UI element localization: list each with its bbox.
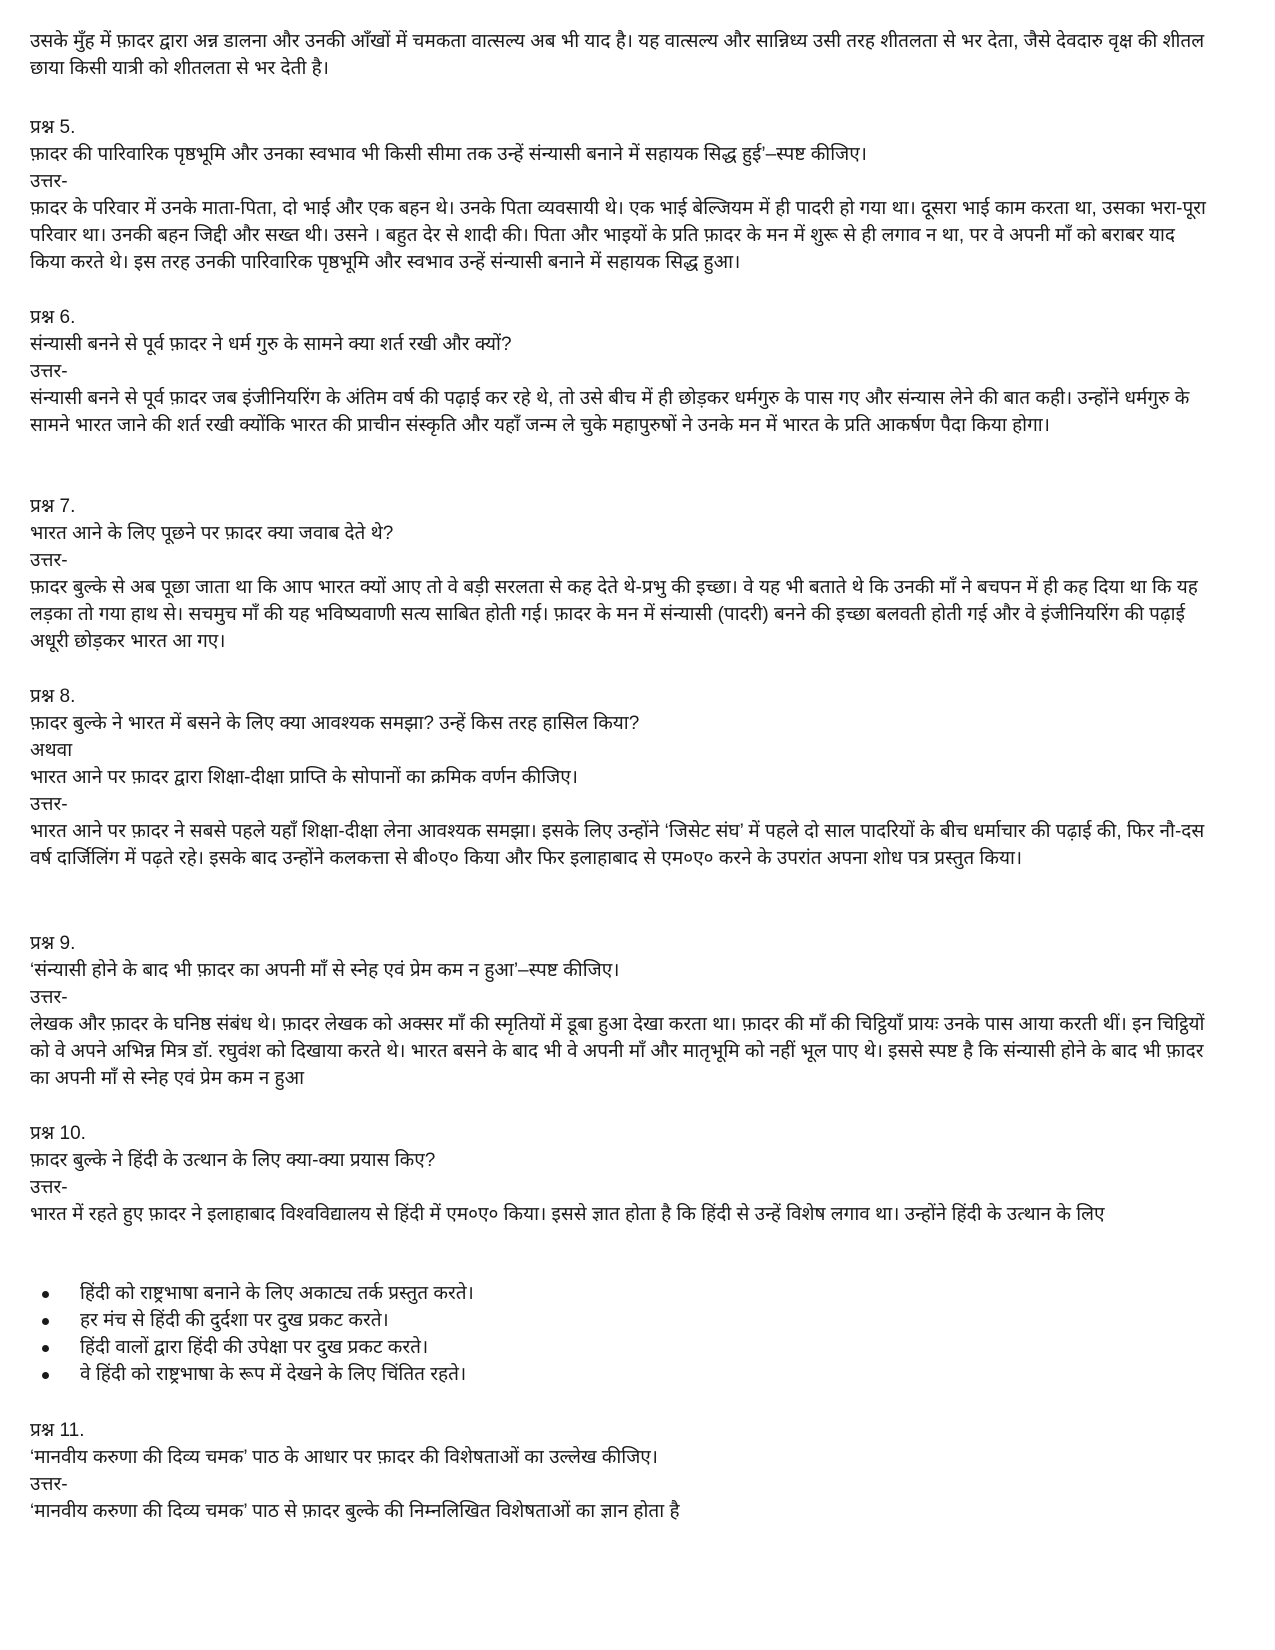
list-item: हर मंच से हिंदी की दुर्दशा पर दुख प्रकट करते। (30, 1307, 1215, 1334)
list-item: हिंदी को राष्ट्रभाषा बनाने के लिए अकाट्य तर्क प्रस्तुत करते। (30, 1280, 1215, 1307)
question-text: फ़ादर की पारिवारिक पृष्ठभूमि और उनका स्वभाव भी किसी सीमा तक उन्हें संन्यासी बनाने में सहायक सिद्ध हुई’–स्पष्ट कीजिए। (30, 144, 867, 165)
question-text: ‘संन्यासी होने के बाद भी फ़ादर का अपनी माँ से स्नेह एवं प्रेम कम न हुआ’–स्पष्ट कीजिए। (30, 960, 620, 981)
question-number: प्रश्न 11. (30, 1420, 85, 1441)
answer-text: फ़ादर बुल्के से अब पूछा जाता था कि आप भारत क्यों आए तो वे बड़ी सरलता से कह देते थे-प्रभु की इच्छा। वे यह भी बताते थे कि उनकी माँ ने बचपन में ही कह दिया था कि यह लड़का तो गया हाथ से। सचमुच माँ की यह भविष्यवाणी सत्य साबित होती गई। फ़ादर के मन में संन्यासी (पादरी) बनने की इच्छा बलवती होती गई और वे इंजीनियरिंग की पढ़ाई अधूरी छोड़कर भारत आ गए। (30, 577, 1198, 652)
answer-text: ‘मानवीय करुणा की दिव्य चमक’ पाठ से फ़ादर बुल्के की निम्नलिखित विशेषताओं का ज्ञान होता है (30, 1501, 680, 1522)
answer-text: भारत में रहते हुए फ़ादर ने इलाहाबाद विश्वविद्यालय से हिंदी में एम०ए० किया। इससे ज्ञात होता है कि हिंदी से उन्हें विशेष लगाव था। उन्होंने हिंदी के उत्थान के लिए (30, 1204, 1105, 1225)
question-10 (30, 1120, 1215, 1228)
answer-label: उत्तर- (30, 1474, 68, 1495)
question-number: प्रश्न 10. (30, 1123, 86, 1144)
question-text: फ़ादर बुल्के ने भारत में बसने के लिए क्या आवश्यक समझा? उन्हें किस तरह हासिल किया? (30, 713, 640, 734)
question-number: प्रश्न 5. (30, 117, 76, 138)
answer-label: उत्तर- (30, 1177, 68, 1198)
intro-paragraph (30, 28, 1215, 82)
answer-label: उत्तर- (30, 987, 68, 1008)
question-7 (30, 493, 1215, 655)
answer-label: उत्तर- (30, 171, 68, 192)
intro-text: उसके मुँह में फ़ादर द्वारा अन्न डालना और उनकी आँखों में चमकता वात्सल्य अब भी याद है। यह वात्सल्य और सान्निध्य उसी तरह शीतलता से भर देता, जैसे देवदारु वृक्ष की शीतल छाया किसी यात्री को शीतलता से भर देती है। (30, 31, 1205, 79)
answer-label: उत्तर- (30, 550, 68, 571)
answer-text: संन्यासी बनने से पूर्व फ़ादर जब इंजीनियरिंग के अंतिम वर्ष की पढ़ाई कर रहे थे, तो उसे बीच में ही छोड़कर धर्मगुरु के पास गए और संन्यास लेने की बात कही। उन्होंने धर्मगुरु के सामने भारत जाने की शर्त रखी क्योंकि भारत की प्राचीन संस्कृति और यहाँ जन्म ले चुके महापुरुषों ने उनके मन में भारत के प्रति आकर्षण पैदा किया होगा। (30, 388, 1190, 436)
question-text: फ़ादर बुल्के ने हिंदी के उत्थान के लिए क्या-क्या प्रयास किए? (30, 1150, 436, 1171)
answer-text: लेखक और फ़ादर के घनिष्ठ संबंध थे। फ़ादर लेखक को अक्सर माँ की स्मृतियों में डूबा हुआ देखा करता था। फ़ादर की माँ की चिट्ठियाँ प्रायः उनके पास आया करती थीं। इन चिट्ठियों को वे अपने अभिन्न मित्र डॉ. रघुवंश को दिखाया करते थे। भारत बसने के बाद भी वे अपनी माँ और मातृभूमि को नहीं भूल पाए थे। इससे स्पष्ट है कि संन्यासी होने के बाद भी फ़ादर का अपनी माँ से स्नेह एवं प्रेम कम न हुआ (30, 1014, 1205, 1089)
answer-label: उत्तर- (30, 361, 68, 382)
efforts-list (30, 1280, 1215, 1388)
question-6 (30, 304, 1215, 439)
answer-text: भारत आने पर फ़ादर ने सबसे पहले यहाँ शिक्षा-दीक्षा लेना आवश्यक समझा। इसके लिए उन्होंने ‘जिसेट संघ’ में पहले दो साल पादरियों के बीच धर्माचार की पढ़ाई की, फिर नौ-दस वर्ष दार्जिलिंग में पढ़ते रहे। इसके बाद उन्होंने कलकत्ता से बी०ए० किया और फिर इलाहाबाद से एम०ए० करने के उपरांत अपना शोध पत्र प्रस्तुत किया। (30, 821, 1205, 869)
question-11 (30, 1417, 1215, 1525)
list-item: हिंदी वालों द्वारा हिंदी की उपेक्षा पर दुख प्रकट करते। (30, 1334, 1215, 1361)
alt-question-text: भारत आने पर फ़ादर द्वारा शिक्षा-दीक्षा प्राप्ति के सोपानों का क्रमिक वर्णन कीजिए। (30, 767, 578, 788)
question-number: प्रश्न 9. (30, 933, 76, 954)
question-text: भारत आने के लिए पूछने पर फ़ादर क्या जवाब देते थे? (30, 523, 394, 544)
question-text: ‘मानवीय करुणा की दिव्य चमक’ पाठ के आधार पर फ़ादर की विशेषताओं का उल्लेख कीजिए। (30, 1447, 659, 1468)
answer-label: उत्तर- (30, 794, 68, 815)
question-number: प्रश्न 8. (30, 686, 76, 707)
question-number: प्रश्न 7. (30, 496, 76, 517)
list-item: वे हिंदी को राष्ट्रभाषा के रूप में देखने के लिए चिंतित रहते। (30, 1361, 1215, 1388)
or-label: अथवा (30, 740, 73, 761)
question-text: संन्यासी बनने से पूर्व फ़ादर ने धर्म गुरु के सामने क्या शर्त रखी और क्यों? (30, 334, 512, 355)
question-9 (30, 930, 1215, 1092)
question-number: प्रश्न 6. (30, 307, 76, 328)
answer-text: फ़ादर के परिवार में उनके माता-पिता, दो भाई और एक बहन थे। उनके पिता व्यवसायी थे। एक भाई बेल्जियम में ही पादरी हो गया था। दूसरा भाई काम करता था, उसका भरा-पूरा परिवार था। उनकी बहन जिद्दी और सख्त थी। उसने । बहुत देर से शादी की। पिता और भाइयों के प्रति फ़ादर के मन में शुरू से ही लगाव न था, पर वे अपनी माँ को बराबर याद किया करते थे। इस तरह उनकी पारिवारिक पृष्ठभूमि और स्वभाव उन्हें संन्यासी बनाने में सहायक सिद्ध हुआ। (30, 198, 1206, 273)
question-8 (30, 683, 1215, 872)
question-5 (30, 114, 1215, 276)
